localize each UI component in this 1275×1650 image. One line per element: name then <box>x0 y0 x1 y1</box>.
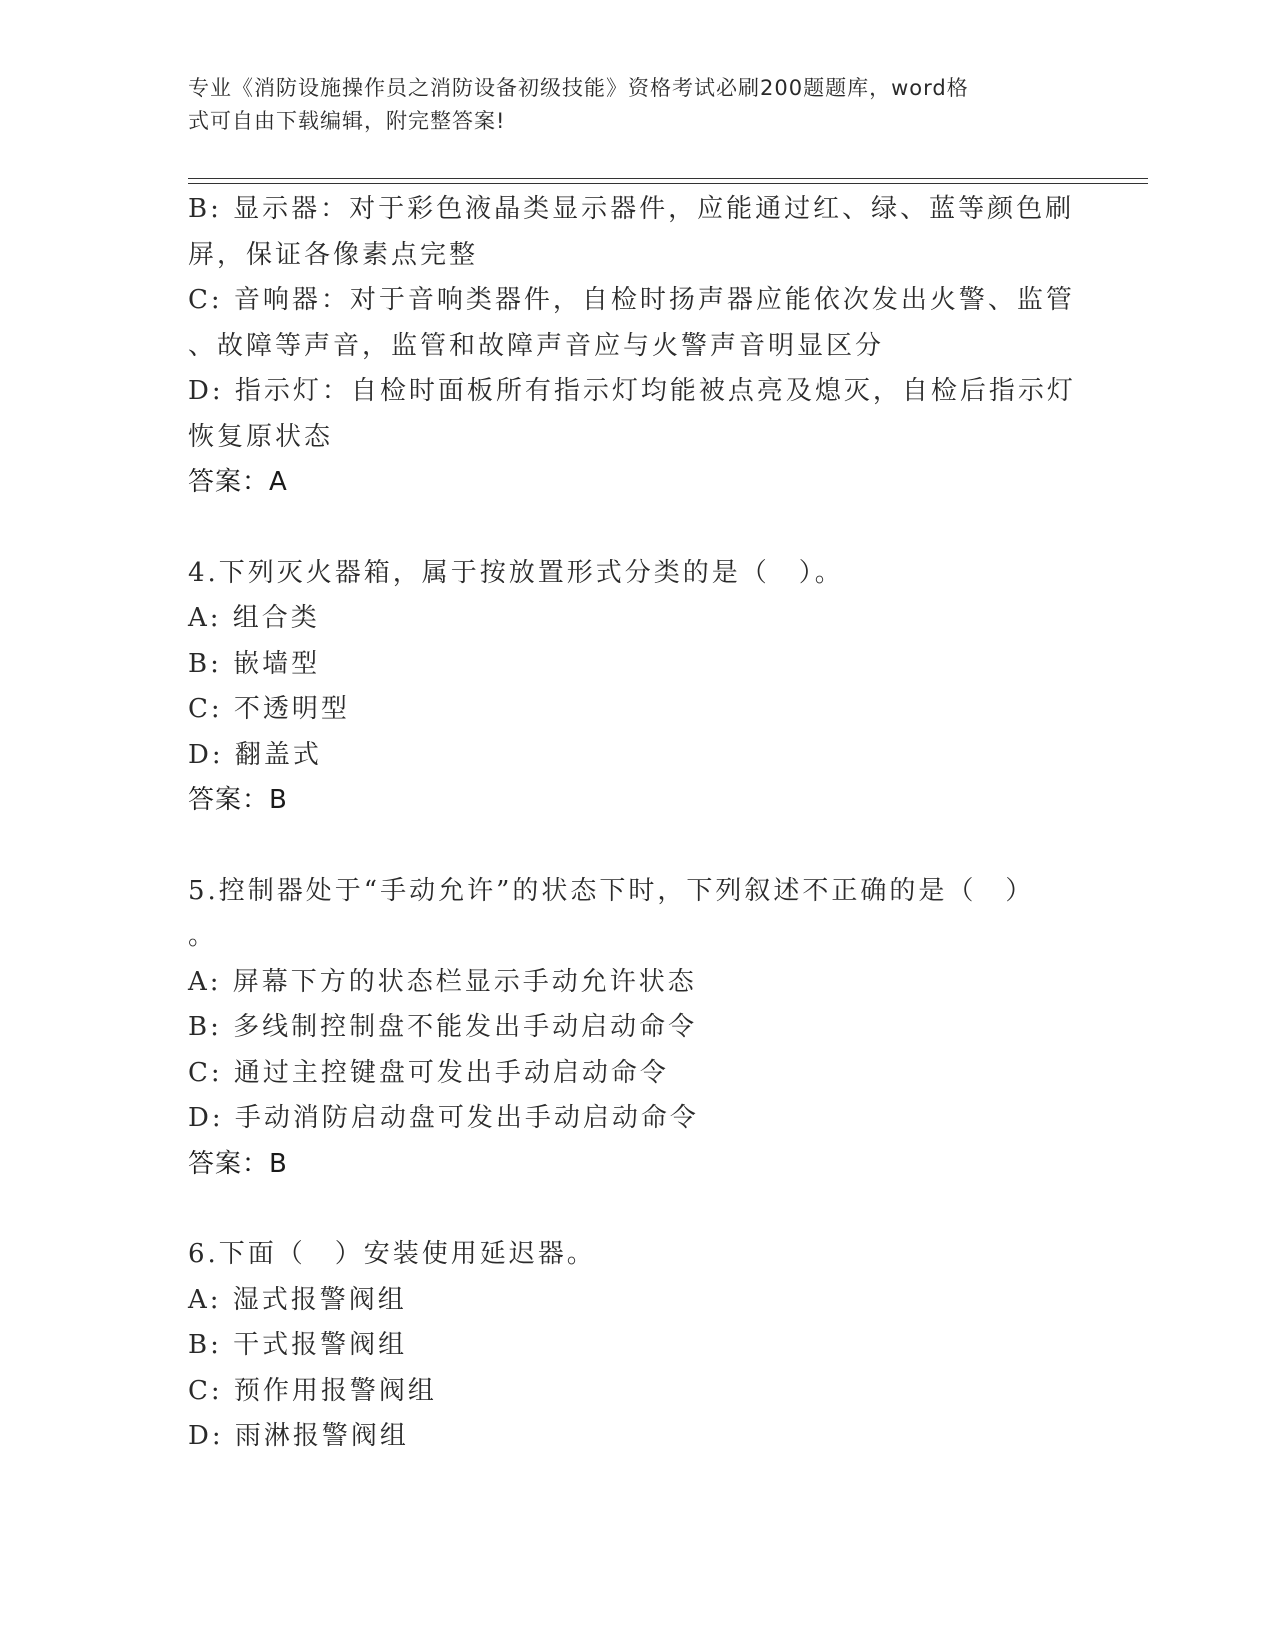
question-5 <box>188 869 1068 1188</box>
q3-option-c-line-2: 、故障等声音，监管和故障声音应与火警声音明显区分 <box>188 330 885 361</box>
q6-option-c: C: 预作用报警阀组 <box>188 1375 437 1406</box>
q4-option-d: D: 翻盖式 <box>188 739 322 770</box>
question-6 <box>188 1232 1068 1460</box>
q6-stem: 6.下面（ ）安装使用延迟器。 <box>188 1239 596 1269</box>
q5-stem-line-2: 。 <box>188 921 218 951</box>
q4-option-b: B: 嵌墙型 <box>188 648 321 679</box>
spacer <box>188 506 1068 551</box>
q5-option-c: C: 通过主控键盘可发出手动启动命令 <box>188 1057 669 1088</box>
q3-option-d-line-1: D: 指示灯：自检时面板所有指示灯均能被点亮及熄灭，自检后指示灯 <box>188 376 1076 406</box>
q3-option-c-line-1: C: 音响器：对于音响类器件，自检时扬声器应能依次发出火警、监管 <box>188 285 1075 315</box>
q4-option-a: A: 组合类 <box>188 603 320 633</box>
question-list <box>188 187 1076 1460</box>
q4-option-c: C: 不透明型 <box>188 694 350 724</box>
question-4 <box>188 551 1068 824</box>
q3-option-b-line-1: B: 显示器：对于彩色液晶类显示器件，应能通过红、绿、蓝等颜色刷 <box>188 194 1075 224</box>
question-3 <box>188 187 1076 506</box>
q5-option-b: B: 多线制控制盘不能发出手动启动命令 <box>188 1012 698 1042</box>
q5-option-d: D: 手动消防启动盘可发出手动启动命令 <box>188 1103 699 1133</box>
q5-stem-line-1: 5.控制器处于“手动允许”的状态下时，下列叙述不正确的是（ ） <box>188 875 1035 906</box>
q6-option-b: B: 干式报警阀组 <box>188 1330 408 1360</box>
q6-option-d: D: 雨淋报警阀组 <box>188 1421 409 1451</box>
q5-option-a: A: 屏幕下方的状态栏显示手动允许状态 <box>188 966 697 997</box>
q3-option-b-line-2: 屏，保证各像素点完整 <box>188 239 479 270</box>
header-title-line-1: 专业《消防设施操作员之消防设备初级技能》资格考试必刷200题题库，word格 <box>188 76 969 100</box>
spacer <box>188 824 1068 869</box>
q4-stem: 4.下列灭火器箱，属于按放置形式分类的是（ ）。 <box>188 557 844 588</box>
q6-option-a: A: 湿式报警阀组 <box>188 1284 407 1315</box>
document-header <box>188 72 1068 138</box>
q3-answer: 答案：A <box>188 467 288 497</box>
header-rule-top <box>188 178 1148 179</box>
q3-option-d-line-2: 恢复原状态 <box>188 421 334 452</box>
q5-answer: 答案：B <box>188 1148 288 1179</box>
header-title-line-2: 式可自由下载编辑，附完整答案! <box>188 109 506 133</box>
q4-answer: 答案：B <box>188 785 288 815</box>
spacer <box>188 1187 1068 1232</box>
header-rule-bottom <box>188 183 1148 184</box>
